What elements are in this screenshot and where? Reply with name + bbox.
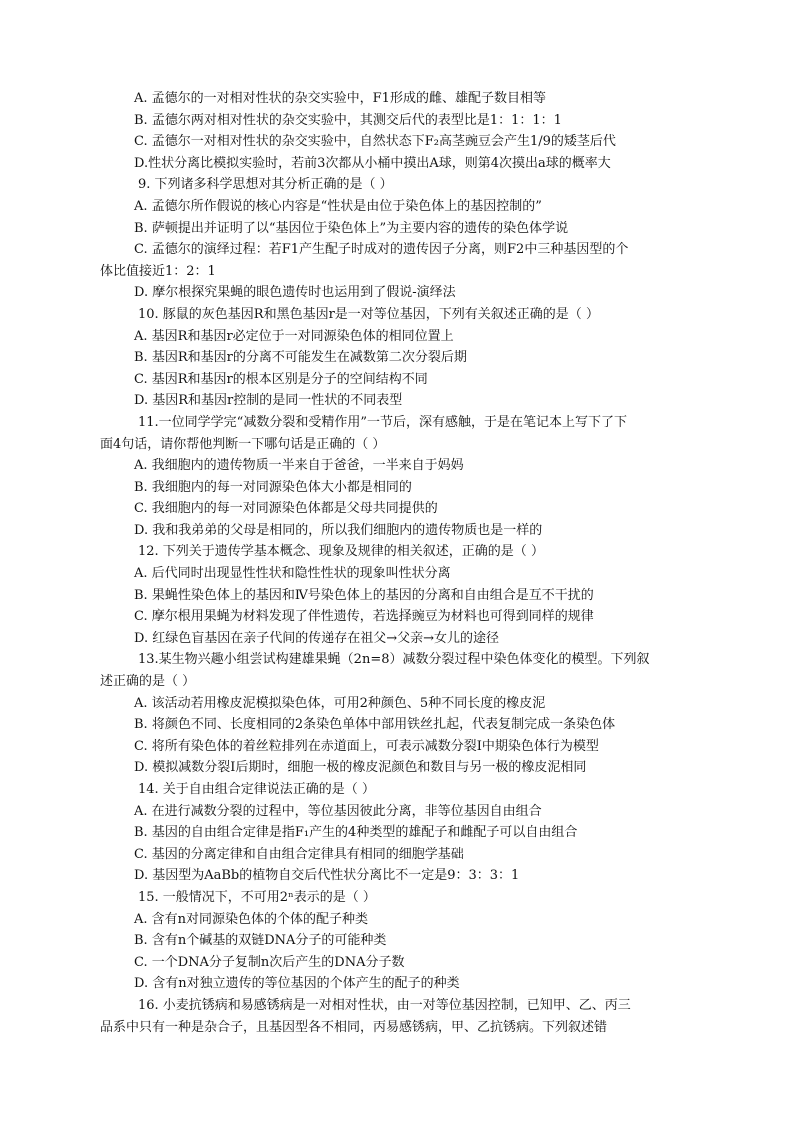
option-line: C. 孟德尔的演绎过程：若F1产生配子时成对的遗传因子分离，则F2中三种基因型的个 [134,242,629,258]
option-line: A. 孟德尔所作假说的核心内容是“性状是由位于染色体上的基因控制的” [134,198,542,214]
option-line: D. 基因型为AaBb的植物自交后代性状分离比不一定是9：3：3：1 [134,868,520,884]
option-line: A. 基因R和基因r必定位于一对同源染色体的相同位置上 [134,328,454,344]
option-line: D. 模拟减数分裂Ⅰ后期时，细胞一极的橡皮泥颜色和数目与另一极的橡皮泥相同 [134,760,587,776]
option-line: D.性状分离比模拟实验时，若前3次都从小桶中摸出A球，则第4次摸出a球的概率大 [134,155,611,171]
option-line: B. 孟德尔两对相对性状的杂交实验中，其测交后代的表型比是1：1：1：1 [134,112,562,128]
continuation-line: 体比值接近1：2：1 [100,263,216,279]
question-line: 13.某生物兴趣小组尝试构建雄果蝇（2n=8）减数分裂过程中染色体变化的模型。下列叙 [138,652,650,668]
option-line: B. 含有n个碱基的双链DNA分子的可能种类 [134,933,387,949]
option-line: A. 孟德尔的一对相对性状的杂交实验中，F1形成的雌、雄配子数目相等 [134,91,546,106]
question-line: 16. 小麦抗锈病和易感锈病是一对相对性状，由一对等位基因控制，已知甲、乙、丙三 [138,997,631,1013]
option-line: D. 基因R和基因r控制的是同一性状的不同表型 [134,393,403,409]
question-line: 10. 豚鼠的灰色基因R和黑色基因r是一对等位基因，下列有关叙述正确的是（ ） [138,306,599,322]
option-line: C. 将所有染色体的着丝粒排列在赤道面上，可表示减数分裂Ⅰ中期染色体行为模型 [134,738,599,754]
option-line: C. 孟德尔一对相对性状的杂交实验中，自然状态下F₂高茎豌豆会产生1/9的矮茎后代 [134,134,616,150]
option-line: B. 果蝇性染色体上的基因和Ⅳ号染色体上的基因的分离和自由组合是互不干扰的 [134,587,594,603]
option-line: D. 含有n对独立遗传的等位基因的个体产生的配子的种类 [134,976,460,992]
question-line: 15. 一般情况下，不可用2ⁿ表示的是（ ） [138,889,376,905]
option-line: A. 我细胞内的遗传物质一半来自于爸爸，一半来自于妈妈 [134,458,464,474]
option-line: A. 在进行减数分裂的过程中，等位基因彼此分离，非等位基因自由组合 [134,803,542,819]
option-line: A. 后代同时出现显性性状和隐性性状的现象叫性状分离 [134,566,451,582]
option-line: C. 摩尔根用果蝇为材料发现了伴性遗传，若选择豌豆为材料也可得到同样的规律 [134,609,594,625]
option-line: C. 我细胞内的每一对同源染色体都是父母共同提供的 [134,501,438,517]
question-line: 14. 关于自由组合定律说法正确的是（ ） [138,782,375,797]
continuation-line: 品系中只有一种是杂合子，且基因型各不相同，丙易感锈病，甲、乙抗锈病。下列叙述错 [100,1019,608,1035]
option-line: A. 含有n对同源染色体的个体的配子种类 [134,911,369,927]
option-line: B. 基因的自由组合定律是指F₁产生的4种类型的雄配子和雌配子可以自由组合 [134,825,578,841]
option-line: B. 基因R和基因r的分离不可能发生在减数第二次分裂后期 [134,350,467,366]
question-line: 11.一位同学学完“减数分裂和受精作用”一节后，深有感触，于是在笔记本上写下了下 [138,414,627,430]
option-line: B. 萨顿提出并证明了以“基因位于染色体上”为主要内容的遗传的染色体学说 [134,220,569,236]
option-line: D. 红绿色盲基因在亲子代间的传递存在祖父→父亲→女儿的途径 [134,630,500,646]
option-line: C. 一个DNA分子复制n次后产生的DNA分子数 [134,954,405,970]
option-line: B. 我细胞内的每一对同源染色体大小都是相同的 [134,479,412,495]
continuation-line: 述正确的是（ ） [100,674,196,690]
option-line: B. 将颜色不同、长度相同的2条染色单体中部用铁丝扎起，代表复制完成一条染色体 [134,717,616,733]
option-line: D. 摩尔根探究果蝇的眼色遗传时也运用到了假说-演绎法 [134,285,456,301]
option-line: A. 该活动若用橡皮泥模拟染色体，可用2种颜色、5种不同长度的橡皮泥 [134,695,546,711]
continuation-line: 面4句话，请你帮他判断一下哪句话是正确的（ ） [100,436,386,452]
option-line: C. 基因的分离定律和自由组合定律具有相同的细胞学基础 [134,846,464,862]
question-line: 12. 下列关于遗传学基本概念、现象及规律的相关叙述，正确的是（ ） [138,544,544,560]
question-line: 9. 下列诸多科学思想对其分析正确的是（ ） [138,177,393,193]
option-line: D. 我和我弟弟的父母是相同的，所以我们细胞内的遗传物质也是一样的 [134,522,543,538]
option-line: C. 基因R和基因r的根本区别是分子的空间结构不同 [134,371,428,387]
